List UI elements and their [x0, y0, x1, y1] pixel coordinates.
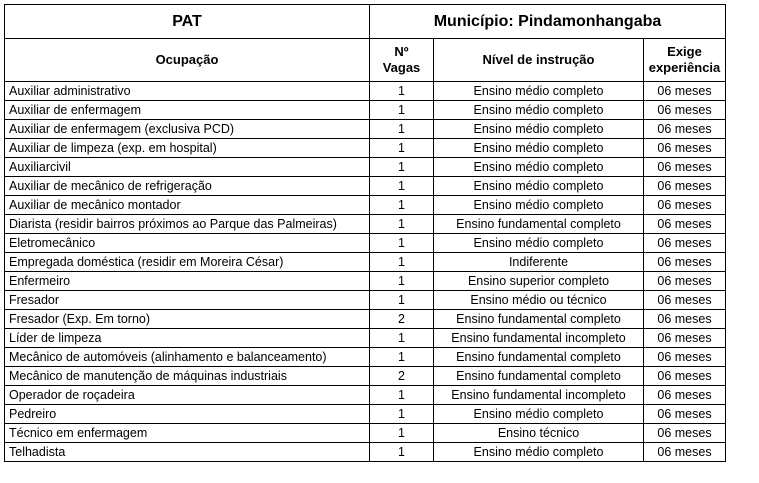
table-row	[5, 234, 726, 253]
experience-header-line2: experiência	[648, 60, 721, 75]
occupation-cell: Mecânico de automóveis (alinhamento e balanceamento)	[5, 348, 370, 367]
table-row	[5, 215, 726, 234]
occupation-cell: Auxiliar de enfermagem (exclusiva PCD)	[5, 120, 370, 139]
education-cell: Ensino médio completo	[434, 405, 644, 424]
pat-title: PAT	[5, 5, 370, 39]
experience-cell: 06 meses	[644, 82, 726, 101]
experience-cell: 06 meses	[644, 405, 726, 424]
table-row	[5, 348, 726, 367]
table-row	[5, 329, 726, 348]
table-row	[5, 158, 726, 177]
experience-cell: 06 meses	[644, 367, 726, 386]
vacancies-cell: 1	[370, 215, 434, 234]
occupation-cell: Mecânico de manutenção de máquinas industriais	[5, 367, 370, 386]
vacancies-cell: 1	[370, 443, 434, 462]
occupation-cell: Pedreiro	[5, 405, 370, 424]
experience-cell: 06 meses	[644, 386, 726, 405]
experience-cell: 06 meses	[644, 329, 726, 348]
vacancies-cell: 2	[370, 367, 434, 386]
occupation-cell: Auxiliar de mecânico de refrigeração	[5, 177, 370, 196]
table-row	[5, 253, 726, 272]
table-body	[5, 5, 726, 462]
vacancies-cell: 1	[370, 82, 434, 101]
occupation-cell: Técnico em enfermagem	[5, 424, 370, 443]
occupation-cell: Fresador	[5, 291, 370, 310]
experience-cell: 06 meses	[644, 234, 726, 253]
experience-cell: 06 meses	[644, 291, 726, 310]
education-cell: Ensino fundamental incompleto	[434, 386, 644, 405]
vacancies-header	[370, 39, 434, 82]
vacancies-cell: 1	[370, 424, 434, 443]
table-row	[5, 196, 726, 215]
occupation-cell: Diarista (residir bairros próximos ao Parque das Palmeiras)	[5, 215, 370, 234]
title-row	[5, 5, 726, 39]
education-cell: Ensino médio completo	[434, 234, 644, 253]
vacancies-cell: 1	[370, 101, 434, 120]
vacancies-cell: 1	[370, 196, 434, 215]
education-cell: Ensino médio completo	[434, 158, 644, 177]
experience-cell: 06 meses	[644, 196, 726, 215]
vacancies-cell: 1	[370, 158, 434, 177]
education-header: Nível de instrução	[434, 39, 644, 82]
education-cell: Ensino médio completo	[434, 120, 644, 139]
education-cell: Ensino fundamental incompleto	[434, 329, 644, 348]
table-row	[5, 367, 726, 386]
experience-cell: 06 meses	[644, 139, 726, 158]
education-cell: Ensino médio ou técnico	[434, 291, 644, 310]
occupation-cell: Auxiliar de limpeza (exp. em hospital)	[5, 139, 370, 158]
education-cell: Ensino médio completo	[434, 196, 644, 215]
education-cell: Ensino fundamental completo	[434, 215, 644, 234]
occupation-cell: Empregada doméstica (residir em Moreira César)	[5, 253, 370, 272]
table-row	[5, 310, 726, 329]
table-row	[5, 272, 726, 291]
education-cell: Ensino superior completo	[434, 272, 644, 291]
experience-cell: 06 meses	[644, 177, 726, 196]
table-row	[5, 424, 726, 443]
vacancies-header-line2: Vagas	[382, 60, 421, 75]
occupation-cell: Auxiliar de enfermagem	[5, 101, 370, 120]
experience-cell: 06 meses	[644, 253, 726, 272]
table-row	[5, 120, 726, 139]
occupation-cell: Líder de limpeza	[5, 329, 370, 348]
vacancies-cell: 1	[370, 177, 434, 196]
vacancies-cell: 1	[370, 120, 434, 139]
vacancies-cell: 1	[370, 139, 434, 158]
table-row	[5, 291, 726, 310]
vacancies-cell: 1	[370, 291, 434, 310]
table-row	[5, 443, 726, 462]
experience-header-line1: Exige	[667, 43, 702, 59]
vacancies-cell: 1	[370, 253, 434, 272]
table-row	[5, 101, 726, 120]
table-row	[5, 139, 726, 158]
education-cell: Ensino médio completo	[434, 443, 644, 462]
experience-header	[644, 39, 726, 82]
occupation-cell: Operador de roçadeira	[5, 386, 370, 405]
job-vacancies-table	[4, 4, 726, 462]
vacancies-cell: 2	[370, 310, 434, 329]
education-cell: Indiferente	[434, 253, 644, 272]
occupation-header: Ocupação	[5, 39, 370, 82]
vacancies-cell: 1	[370, 272, 434, 291]
vacancies-cell: 1	[370, 234, 434, 253]
occupation-cell: Fresador (Exp. Em torno)	[5, 310, 370, 329]
education-cell: Ensino médio completo	[434, 101, 644, 120]
education-cell: Ensino médio completo	[434, 82, 644, 101]
education-cell: Ensino fundamental completo	[434, 310, 644, 329]
education-cell: Ensino técnico	[434, 424, 644, 443]
table-row	[5, 405, 726, 424]
occupation-cell: Eletromecânico	[5, 234, 370, 253]
experience-cell: 06 meses	[644, 120, 726, 139]
vacancies-cell: 1	[370, 329, 434, 348]
occupation-cell: Enfermeiro	[5, 272, 370, 291]
experience-cell: 06 meses	[644, 158, 726, 177]
column-header-row	[5, 39, 726, 82]
education-cell: Ensino fundamental completo	[434, 367, 644, 386]
experience-cell: 06 meses	[644, 424, 726, 443]
experience-cell: 06 meses	[644, 101, 726, 120]
experience-cell: 06 meses	[644, 272, 726, 291]
experience-cell: 06 meses	[644, 348, 726, 367]
experience-cell: 06 meses	[644, 215, 726, 234]
experience-cell: 06 meses	[644, 310, 726, 329]
education-cell: Ensino médio completo	[434, 177, 644, 196]
table-row	[5, 386, 726, 405]
table-row	[5, 177, 726, 196]
vacancies-cell: 1	[370, 386, 434, 405]
education-cell: Ensino médio completo	[434, 139, 644, 158]
occupation-cell: Auxiliarcivil	[5, 158, 370, 177]
experience-cell: 06 meses	[644, 443, 726, 462]
table-row	[5, 82, 726, 101]
occupation-cell: Auxiliar administrativo	[5, 82, 370, 101]
occupation-cell: Auxiliar de mecânico montador	[5, 196, 370, 215]
education-cell: Ensino fundamental completo	[434, 348, 644, 367]
vacancies-cell: 1	[370, 348, 434, 367]
municipality-title: Município: Pindamonhangaba	[370, 5, 726, 39]
vacancies-cell: 1	[370, 405, 434, 424]
occupation-cell: Telhadista	[5, 443, 370, 462]
vacancies-header-line1: Nº	[394, 43, 409, 59]
